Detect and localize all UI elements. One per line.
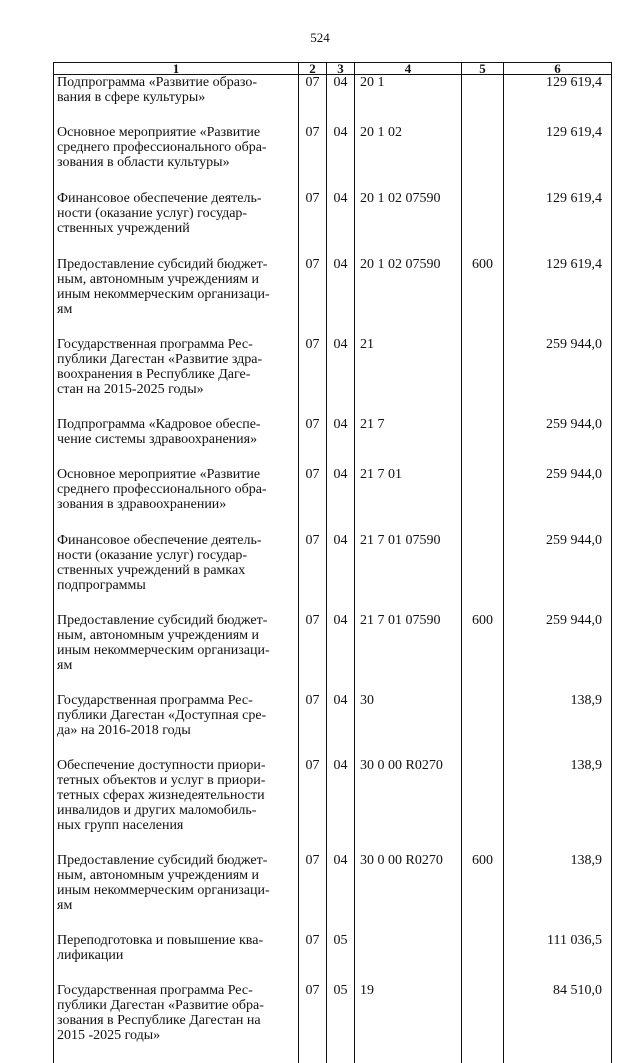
table-row [54, 125, 612, 191]
page-number: 524 [0, 30, 640, 46]
row-name-line: чение системы здравоохранения» [57, 432, 296, 447]
row-name-line: Государственная программа Рес- [57, 693, 296, 708]
row-name-line: публики Дагестан «Развитие здра- [57, 352, 296, 367]
row-name-line: Основное мероприятие «Развитие [57, 467, 296, 482]
table-row [54, 983, 612, 1063]
column-header-6: 6 [504, 63, 612, 75]
amount-cell: 259 944,0 [504, 467, 612, 533]
row-name-line: иным некоммерческим организаци- [57, 643, 296, 658]
row-name-line: среднего профессионального обра- [57, 482, 296, 497]
subsection-code-cell: 04 [327, 533, 355, 613]
row-name-line: инвалидов и других маломобиль- [57, 803, 296, 818]
row-name-cell [54, 417, 299, 467]
section-code-cell: 07 [299, 125, 327, 191]
section-code-cell: 07 [299, 853, 327, 933]
target-article-cell [355, 933, 462, 983]
table-row [54, 758, 612, 853]
amount-cell: 129 619,4 [504, 125, 612, 191]
row-name-line: вания в сфере культуры» [57, 90, 296, 105]
row-name-cell [54, 533, 299, 613]
target-article-cell: 30 [355, 693, 462, 758]
row-name-cell [54, 933, 299, 983]
table-row [54, 191, 612, 257]
row-name-line: иным некоммерческим организаци- [57, 287, 296, 302]
table-header-row [54, 63, 612, 75]
table-row [54, 613, 612, 693]
subsection-code-cell: 04 [327, 75, 355, 126]
row-name-line: подпрограммы [57, 578, 296, 593]
row-name-line: Основное мероприятие «Развитие [57, 125, 296, 140]
row-name-line: зования в области культуры» [57, 155, 296, 170]
subsection-code-cell: 04 [327, 853, 355, 933]
row-name-line: ям [57, 898, 296, 913]
target-article-cell: 30 0 00 R0270 [355, 758, 462, 853]
row-name-line: ям [57, 302, 296, 317]
expense-type-cell [462, 693, 504, 758]
row-name-line: Предоставление субсидий бюджет- [57, 853, 296, 868]
amount-cell: 138,9 [504, 693, 612, 758]
subsection-code-cell: 04 [327, 417, 355, 467]
row-name-line: Финансовое обеспечение деятель- [57, 191, 296, 206]
amount-cell: 259 944,0 [504, 337, 612, 417]
column-header-2: 2 [299, 63, 327, 75]
row-name-line: Предоставление субсидий бюджет- [57, 613, 296, 628]
section-code-cell: 07 [299, 75, 327, 126]
expense-type-cell [462, 125, 504, 191]
row-name-cell [54, 853, 299, 933]
table-row [54, 933, 612, 983]
column-header-3: 3 [327, 63, 355, 75]
amount-cell: 259 944,0 [504, 613, 612, 693]
row-name-line: да» на 2016-2018 годы [57, 723, 296, 738]
expense-type-cell [462, 533, 504, 613]
target-article-cell: 19 [355, 983, 462, 1063]
expense-type-cell: 600 [462, 257, 504, 337]
table-row [54, 533, 612, 613]
column-header-5: 5 [462, 63, 504, 75]
target-article-cell: 20 1 02 07590 [355, 257, 462, 337]
expense-type-cell [462, 983, 504, 1063]
expense-type-cell [462, 933, 504, 983]
row-name-line: лификации [57, 948, 296, 963]
row-name-line: ным, автономным учреждениям и [57, 868, 296, 883]
row-name-line: публики Дагестан «Развитие обра- [57, 998, 296, 1013]
row-name-line: публики Дагестан «Доступная сре- [57, 708, 296, 723]
row-name-cell [54, 613, 299, 693]
expense-type-cell [462, 191, 504, 257]
amount-cell: 129 619,4 [504, 75, 612, 126]
target-article-cell: 30 0 00 R0270 [355, 853, 462, 933]
row-name-line: тетных сферах жизнедеятельности [57, 788, 296, 803]
section-code-cell: 07 [299, 417, 327, 467]
section-code-cell: 07 [299, 533, 327, 613]
target-article-cell: 21 7 [355, 417, 462, 467]
row-name-cell [54, 191, 299, 257]
row-name-line: Финансовое обеспечение деятель- [57, 533, 296, 548]
section-code-cell: 07 [299, 191, 327, 257]
expense-type-cell [462, 75, 504, 126]
row-name-line: воохранения в Республике Даге- [57, 367, 296, 382]
subsection-code-cell: 04 [327, 693, 355, 758]
row-name-line: ных групп населения [57, 818, 296, 833]
row-name-line: тетных объектов и услуг в приори- [57, 773, 296, 788]
amount-cell: 84 510,0 [504, 983, 612, 1063]
row-name-line: ности (оказание услуг) государ- [57, 206, 296, 221]
subsection-code-cell: 04 [327, 337, 355, 417]
amount-cell: 259 944,0 [504, 533, 612, 613]
row-name-line: ям [57, 658, 296, 673]
row-name-cell [54, 125, 299, 191]
table-row [54, 257, 612, 337]
subsection-code-cell: 04 [327, 758, 355, 853]
row-name-line: ным, автономным учреждениям и [57, 272, 296, 287]
subsection-code-cell: 04 [327, 257, 355, 337]
subsection-code-cell: 05 [327, 933, 355, 983]
expense-type-cell [462, 417, 504, 467]
row-name-cell [54, 467, 299, 533]
row-name-line: ности (оказание услуг) государ- [57, 548, 296, 563]
amount-cell: 138,9 [504, 853, 612, 933]
target-article-cell: 21 7 01 [355, 467, 462, 533]
row-name-line: ственных учреждений [57, 221, 296, 236]
row-name-line: Подпрограмма «Кадровое обеспе- [57, 417, 296, 432]
subsection-code-cell: 05 [327, 983, 355, 1063]
column-header-1: 1 [54, 63, 299, 75]
table-row [54, 337, 612, 417]
amount-cell: 111 036,5 [504, 933, 612, 983]
budget-table [53, 62, 612, 1063]
table-row [54, 693, 612, 758]
row-name-line: Переподготовка и повышение ква- [57, 933, 296, 948]
amount-cell: 129 619,4 [504, 257, 612, 337]
section-code-cell: 07 [299, 693, 327, 758]
section-code-cell: 07 [299, 983, 327, 1063]
subsection-code-cell: 04 [327, 191, 355, 257]
subsection-code-cell: 04 [327, 467, 355, 533]
expense-type-cell: 600 [462, 853, 504, 933]
row-name-line: среднего профессионального обра- [57, 140, 296, 155]
expense-type-cell [462, 467, 504, 533]
amount-cell: 259 944,0 [504, 417, 612, 467]
section-code-cell: 07 [299, 337, 327, 417]
row-name-line: Подпрограмма «Развитие образо- [57, 75, 296, 90]
row-name-line: зования в Республике Дагестан на [57, 1013, 296, 1028]
target-article-cell: 20 1 02 07590 [355, 191, 462, 257]
row-name-line: стан на 2015-2025 годы» [57, 382, 296, 397]
row-name-cell [54, 337, 299, 417]
target-article-cell: 21 7 01 07590 [355, 533, 462, 613]
table-row [54, 853, 612, 933]
row-name-line: 2015 -2025 годы» [57, 1028, 296, 1043]
row-name-cell [54, 75, 299, 126]
row-name-cell [54, 983, 299, 1063]
row-name-line: зования в здравоохранении» [57, 497, 296, 512]
expense-type-cell: 600 [462, 613, 504, 693]
row-name-cell [54, 693, 299, 758]
section-code-cell: 07 [299, 613, 327, 693]
table-body [54, 75, 612, 1063]
subsection-code-cell: 04 [327, 125, 355, 191]
target-article-cell: 20 1 [355, 75, 462, 126]
table-row [54, 467, 612, 533]
section-code-cell: 07 [299, 758, 327, 853]
row-name-line: Обеспечение доступности приори- [57, 758, 296, 773]
section-code-cell: 07 [299, 257, 327, 337]
row-name-line: Предоставление субсидий бюджет- [57, 257, 296, 272]
amount-cell: 129 619,4 [504, 191, 612, 257]
row-name-line: иным некоммерческим организаци- [57, 883, 296, 898]
expense-type-cell [462, 758, 504, 853]
row-name-line: ным, автономным учреждениям и [57, 628, 296, 643]
row-name-cell [54, 758, 299, 853]
table-row [54, 75, 612, 126]
section-code-cell: 07 [299, 933, 327, 983]
subsection-code-cell: 04 [327, 613, 355, 693]
amount-cell: 138,9 [504, 758, 612, 853]
target-article-cell: 21 [355, 337, 462, 417]
target-article-cell: 21 7 01 07590 [355, 613, 462, 693]
row-name-line: ственных учреждений в рамках [57, 563, 296, 578]
target-article-cell: 20 1 02 [355, 125, 462, 191]
column-header-4: 4 [355, 63, 462, 75]
table-row [54, 417, 612, 467]
section-code-cell: 07 [299, 467, 327, 533]
row-name-line: Государственная программа Рес- [57, 983, 296, 998]
row-name-cell [54, 257, 299, 337]
expense-type-cell [462, 337, 504, 417]
row-name-line: Государственная программа Рес- [57, 337, 296, 352]
